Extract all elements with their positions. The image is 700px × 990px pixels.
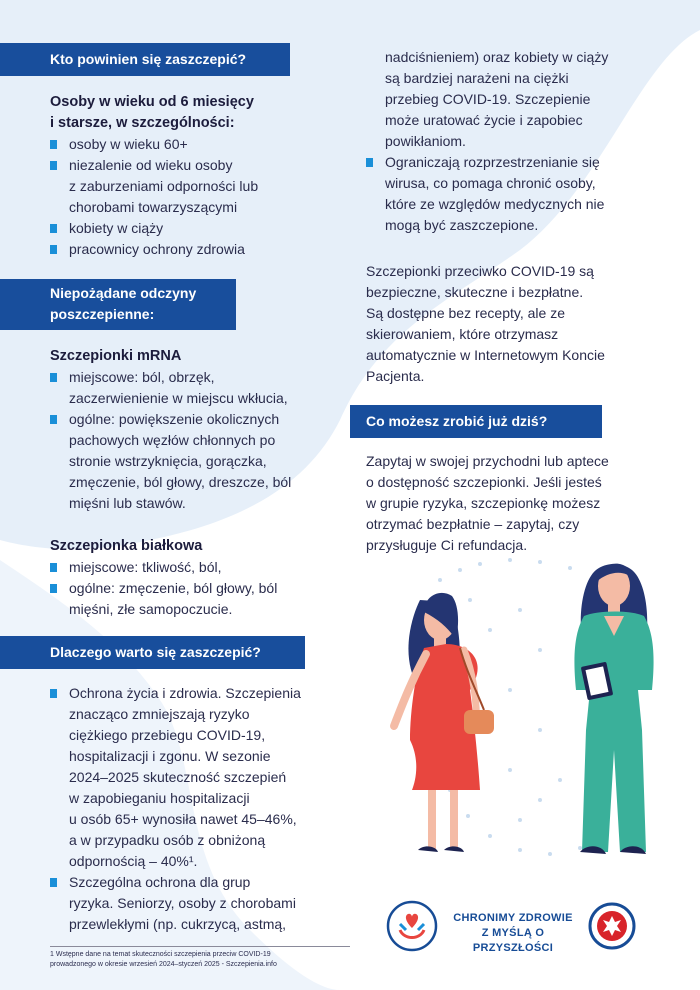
polish-eagle-emblem-icon [588,902,636,950]
why-list-continued [366,47,666,236]
footnote-line-2: prowadzonego w okresie wrzesień 2024–styczeń 2025 - Szczepienia.info [50,960,277,968]
list-item: ogólne: zmęczenie, ból głowy, ból mięśni, złe samopoczucie. [50,578,340,620]
list-item: Szczególna ochrona dla grup ryzyka. Seniorzy, osoby z chorobami przewlekłymi (np. cukrzycą, astmą, [50,872,340,935]
heart-hands-logo-icon [386,900,438,952]
who-subheading-line-2: i starsze, w szczególności: [50,115,235,131]
list-item: Ochrona życia i zdrowia. Szczepienia znacząco zmniejszają ryzyko ciężkiego przebiegu COVID-19, hospitalizacji i zgonu. W sezonie 2024–2025 skuteczność szczepień w zapobieganiu hospitalizacji u osób 65+ wynosiła nawet 45–46%, a w przypadku osób z obniżoną odpornością – 40%¹. [50,683,340,872]
safety-paragraph: Szczepionki przeciwko COVID-19 są bezpieczne, skuteczne i bezpłatne. Są dostępne bez recepty, ale ze skierowaniem, które otrzymasz automatycznie w Internetowym Koncie Pacjenta. [366,263,605,384]
who-list [50,134,340,260]
list-item-continued: nadciśnieniem) oraz kobiety w ciąży są bardziej narażeni na ciężki przebieg COVID-19. Szczepienie może uratować życie i zapobiec powikłaniom. [385,49,609,149]
heading-who-should-vaccinate: Kto powinien się zaszczepić? [0,43,290,76]
list-item: osoby w wieku 60+ [50,134,340,155]
slogan-line-1: CHRONIMY ZDROWIE [453,912,573,924]
mrna-title: Szczepionki mRNA [50,348,182,364]
heading-what-can-you-do: Co możesz zrobić już dziś? [350,405,602,438]
heading-adverse-reactions: Niepożądane odczyny poszczepienne: [0,279,236,330]
women-illustration [380,540,700,870]
heading-why-vaccinate: Dlaczego warto się zaszczepić? [0,636,305,669]
slogan-line-2: Z MYŚLĄ O PRZYSZŁOŚCI [472,927,554,954]
list-item: niezalenie od wieku osoby z zaburzeniami odporności lub chorobami towarzyszącymi [50,155,340,218]
why-list [50,683,340,935]
list-item: miejscowe: ból, obrzęk, zaczerwienienie w miejscu wkłucia, [50,367,340,409]
list-item: kobiety w ciąży [50,218,340,239]
pregnant-woman-illustration [394,593,494,852]
mrna-list [50,367,340,514]
today-paragraph: Zapytaj w swojej przychodni lub aptece o dostępność szczepionki. Jeśli jesteś w grupie ryzyka, szczepionkę możesz otrzymać bezpłatnie – zapytaj, czy przysługuje Ci refundacja. [366,453,609,553]
list-item: pracownicy ochrony zdrowia [50,239,340,260]
protein-title: Szczepionka białkowa [50,538,203,554]
list-item: ogólne: powiększenie okolicznych pachowych węzłów chłonnych po stronie wstrzyknięcia, gorączka, zmęczenie, ból głowy, dreszcze, ból mięśni lub stawów. [50,409,340,514]
list-item: miejscowe: tkliwość, ból, [50,557,340,578]
list-item: Ograniczają rozprzestrzenianie się wirusa, co pomaga chronić osoby, które ze względów medycznych nie mogą być zaszczepione. [366,152,666,236]
who-subheading-line-1: Osoby w wieku od 6 miesięcy [50,94,254,110]
nurse-illustration [574,564,653,854]
protein-list [50,557,340,620]
footnote [50,946,350,969]
footnote-line-1: 1 Wstępne dane na temat skuteczności szczepienia przeciw COVID-19 [50,951,271,958]
slogan [444,911,582,956]
